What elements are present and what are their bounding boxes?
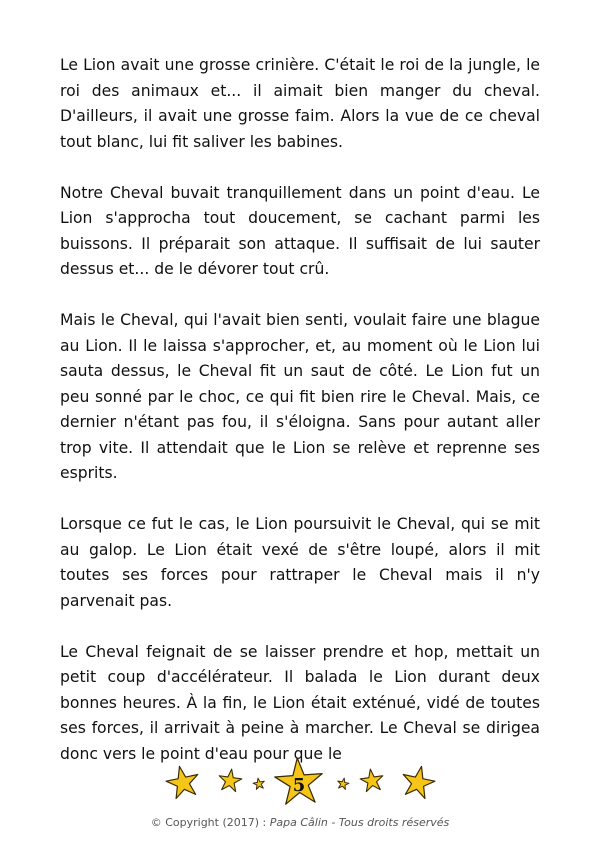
story-paragraph-4: Lorsque ce fut le cas, le Lion poursuivit le Cheval, qui se mit au galop. Le Lion était vexé de s'être loupé, alors il mit toutes ses forces pour rattraper le Cheval mais il n'y parvenait pas. bbox=[60, 515, 540, 610]
story-paragraph-1: Le Lion avait une grosse crinière. C'était le roi de la jungle, le roi des animaux et... il aimait bien manger du cheval. D'ailleurs, il avait une grosse faim. Alors la vue de ce cheval tout blanc, lui fit saliver les babines. bbox=[60, 56, 540, 151]
story-paragraph-3: Mais le Cheval, qui l'avait bien senti, voulait faire une blague au Lion. Il le laissa s'approcher, et, au moment où le Lion lui sauta dessus, le Cheval fit un saut de côté. Le Lion fut un peu sonné par le choc, ce qui fit bien rire le Cheval. Mais, ce dernier n'étant pas fou, il s'éloigna. Sans pour autant aller trop vite. Il attendait que le Lion se relève et reprenne ses esprits. bbox=[60, 311, 540, 482]
copyright-label: © Copyright (2017) : bbox=[150, 816, 270, 829]
copyright-footer bbox=[0, 816, 600, 829]
star-icon-left-large bbox=[164, 763, 202, 800]
page-number: 5 bbox=[292, 775, 306, 796]
story-text bbox=[60, 53, 540, 767]
copyright-owner: Papa Câlin - Tous droits réservés bbox=[269, 816, 450, 829]
star-icon-right-small bbox=[336, 777, 349, 790]
story-paragraph-2: Notre Cheval buvait tranquillement dans un point d'eau. Le Lion s'approcha tout doucement, se cachant parmi les buissons. Il préparait son attaque. Il suffisait de lui sauter dessus et... de le dévorer tout crû. bbox=[60, 183, 540, 278]
star-ornament bbox=[150, 752, 450, 814]
star-icon-left-medium bbox=[217, 768, 243, 793]
story-paragraph-5: Le Cheval feignait de se laisser prendre et hop, mettait un petit coup d'accélérateur. Il balada le Lion durant deux bonnes heures. À la fin, le Lion était exténué, vidé de toutes ses forces, il arrivait à peine à marcher. Le Cheval se dirigea donc vers le point d'eau pour que le bbox=[60, 642, 540, 763]
star-icon-right-large bbox=[399, 763, 437, 800]
star-icon-left-small bbox=[252, 777, 265, 790]
star-icon-right-medium bbox=[359, 768, 385, 793]
